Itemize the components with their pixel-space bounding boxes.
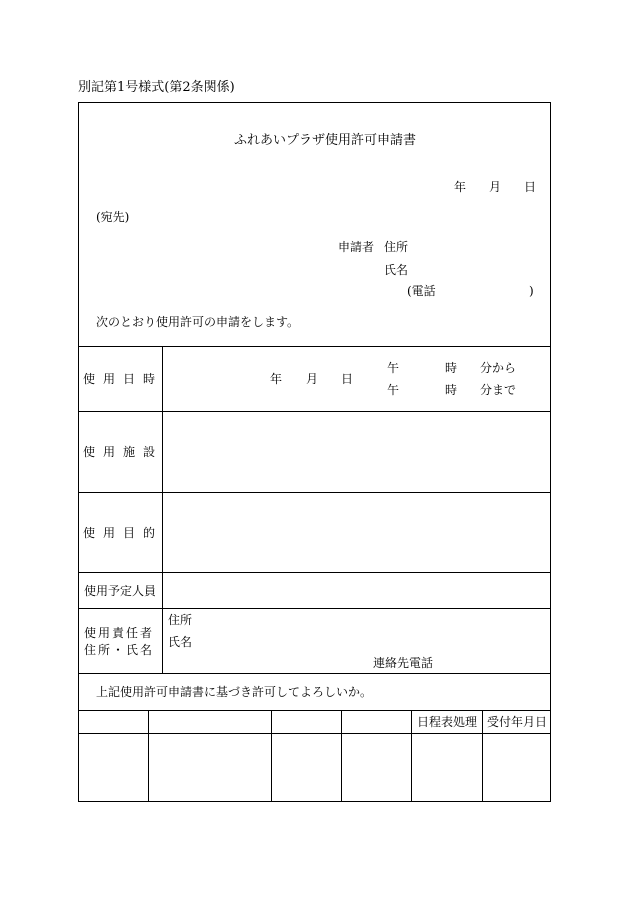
applicant-name-label: 氏名	[384, 263, 409, 277]
manager-address-label: 住所	[168, 613, 193, 627]
manager-contact-label: 連絡先電話	[373, 656, 434, 670]
applicant-address-label: 住所	[384, 240, 409, 254]
divider-line	[78, 411, 551, 412]
label-column-divider	[162, 346, 163, 673]
form-reference: 別記第1号様式(第2条関係)	[78, 80, 235, 95]
request-statement: 次のとおり使用許可の申請をします。	[96, 315, 300, 329]
applicant-phone-open: (電話	[407, 284, 436, 298]
usage-year-label: 年	[270, 372, 283, 386]
office-header-schedule: 日程表処理	[416, 715, 477, 729]
start-hour-label: 時	[445, 361, 458, 375]
office-header-received-date: 受付年月日	[486, 715, 547, 729]
usage-datetime-label: 使用日時	[83, 372, 164, 386]
applicant-label: 申請者	[338, 240, 375, 254]
approval-statement: 上記使用許可申請書に基づき許可してよろしいか。	[96, 685, 373, 699]
divider-line	[78, 346, 551, 347]
date-month-label: 月	[489, 180, 502, 194]
office-column-divider	[341, 710, 342, 802]
end-ampm-label: 午	[387, 383, 400, 397]
form-title: ふれあいプラザ使用許可申請書	[234, 133, 417, 148]
start-ampm-label: 午	[387, 361, 400, 375]
date-year-label: 年	[454, 180, 467, 194]
manager-label-line1: 使用責任者	[84, 626, 155, 640]
divider-line	[78, 608, 551, 609]
manager-name-label: 氏名	[168, 635, 193, 649]
office-column-divider	[271, 710, 272, 802]
facility-label: 使用施設	[83, 445, 164, 459]
end-minute-label: 分まで	[480, 383, 517, 397]
divider-line	[78, 673, 551, 674]
start-minute-label: 分から	[480, 361, 517, 375]
manager-label-line2: 住所・氏名	[84, 643, 155, 657]
end-hour-label: 時	[445, 383, 458, 397]
purpose-label: 使用目的	[83, 526, 164, 540]
usage-day-label: 日	[341, 372, 354, 386]
office-column-divider	[148, 710, 149, 802]
usage-month-label: 月	[306, 372, 319, 386]
addressee: (宛先)	[96, 210, 130, 224]
divider-line	[78, 572, 551, 573]
date-day-label: 日	[524, 180, 537, 194]
attendees-label: 使用予定人員	[84, 584, 157, 598]
divider-line	[78, 492, 551, 493]
applicant-phone-close: )	[529, 284, 534, 298]
